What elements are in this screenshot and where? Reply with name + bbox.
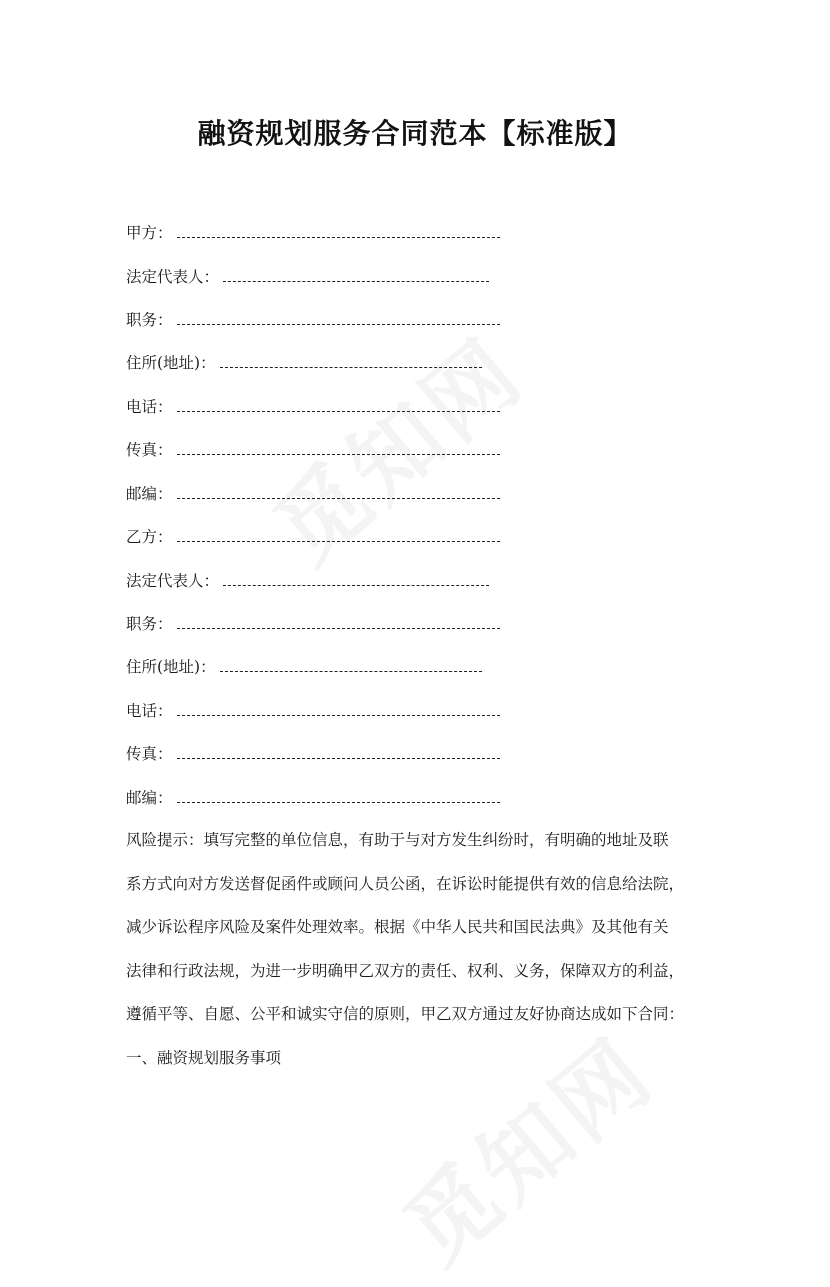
fill-in-blank[interactable] — [177, 790, 500, 803]
form-field — [126, 700, 500, 722]
paragraph-line: 法律和行政法规，为进一步明确甲乙双方的责任、权利、义务，保障双方的利益， — [126, 962, 685, 980]
field-label: 法定代表人： — [126, 268, 220, 286]
field-label: 传真： — [126, 441, 173, 459]
field-label: 电话： — [126, 398, 173, 416]
field-label: 甲方： — [126, 224, 173, 242]
fill-in-blank[interactable] — [177, 529, 500, 542]
fill-in-blank[interactable] — [223, 573, 489, 586]
form-field — [126, 439, 500, 461]
paragraph-line: 减少诉讼程序风险及案件处理效率。根据《中华人民共和国民法典》及其他有关 — [126, 918, 669, 936]
form-field — [126, 570, 489, 592]
watermark-bottom — [372, 1003, 676, 1287]
fill-in-blank[interactable] — [177, 312, 500, 325]
form-field — [126, 396, 500, 418]
form-field — [126, 743, 500, 765]
fill-in-blank[interactable] — [177, 746, 500, 759]
paragraph-line: 系方式向对方发送督促函件或顾问人员公函，在诉讼时能提供有效的信息给法院， — [126, 875, 685, 893]
field-label: 住所(地址)： — [126, 354, 216, 372]
field-label: 住所(地址)： — [126, 658, 216, 676]
document-title: 融资规划服务合同范本【标准版】 — [197, 117, 633, 150]
paragraph-line: 风险提示：填写完整的单位信息，有助于与对方发生纠纷时，有明确的地址及联 — [126, 831, 669, 849]
form-field — [126, 309, 500, 331]
form-field — [126, 613, 500, 635]
fill-in-blank[interactable] — [177, 486, 500, 499]
form-field — [126, 352, 482, 374]
fill-in-blank[interactable] — [223, 269, 489, 282]
fill-in-blank[interactable] — [177, 225, 500, 238]
fill-in-blank[interactable] — [177, 703, 500, 716]
fill-in-blank[interactable] — [177, 616, 500, 629]
fill-in-blank[interactable] — [220, 659, 482, 672]
field-label: 传真： — [126, 745, 173, 763]
form-field — [126, 483, 500, 505]
field-label: 电话： — [126, 702, 173, 720]
section-heading: 一、融资规划服务事项 — [126, 1049, 282, 1067]
form-field — [126, 656, 482, 678]
form-field — [126, 787, 500, 809]
field-label: 邮编： — [126, 485, 173, 503]
paragraph-line: 遵循平等、自愿、公平和诚实守信的原则，甲乙双方通过友好协商达成如下合同： — [126, 1005, 685, 1023]
fill-in-blank[interactable] — [177, 442, 500, 455]
form-field — [126, 266, 489, 288]
field-label: 职务： — [126, 311, 173, 329]
form-field — [126, 526, 500, 548]
fill-in-blank[interactable] — [220, 355, 482, 368]
fill-in-blank[interactable] — [177, 399, 500, 412]
field-label: 职务： — [126, 615, 173, 633]
form-field — [126, 222, 500, 244]
field-label: 邮编： — [126, 789, 173, 807]
field-label: 法定代表人： — [126, 572, 220, 590]
field-label: 乙方： — [126, 528, 173, 546]
